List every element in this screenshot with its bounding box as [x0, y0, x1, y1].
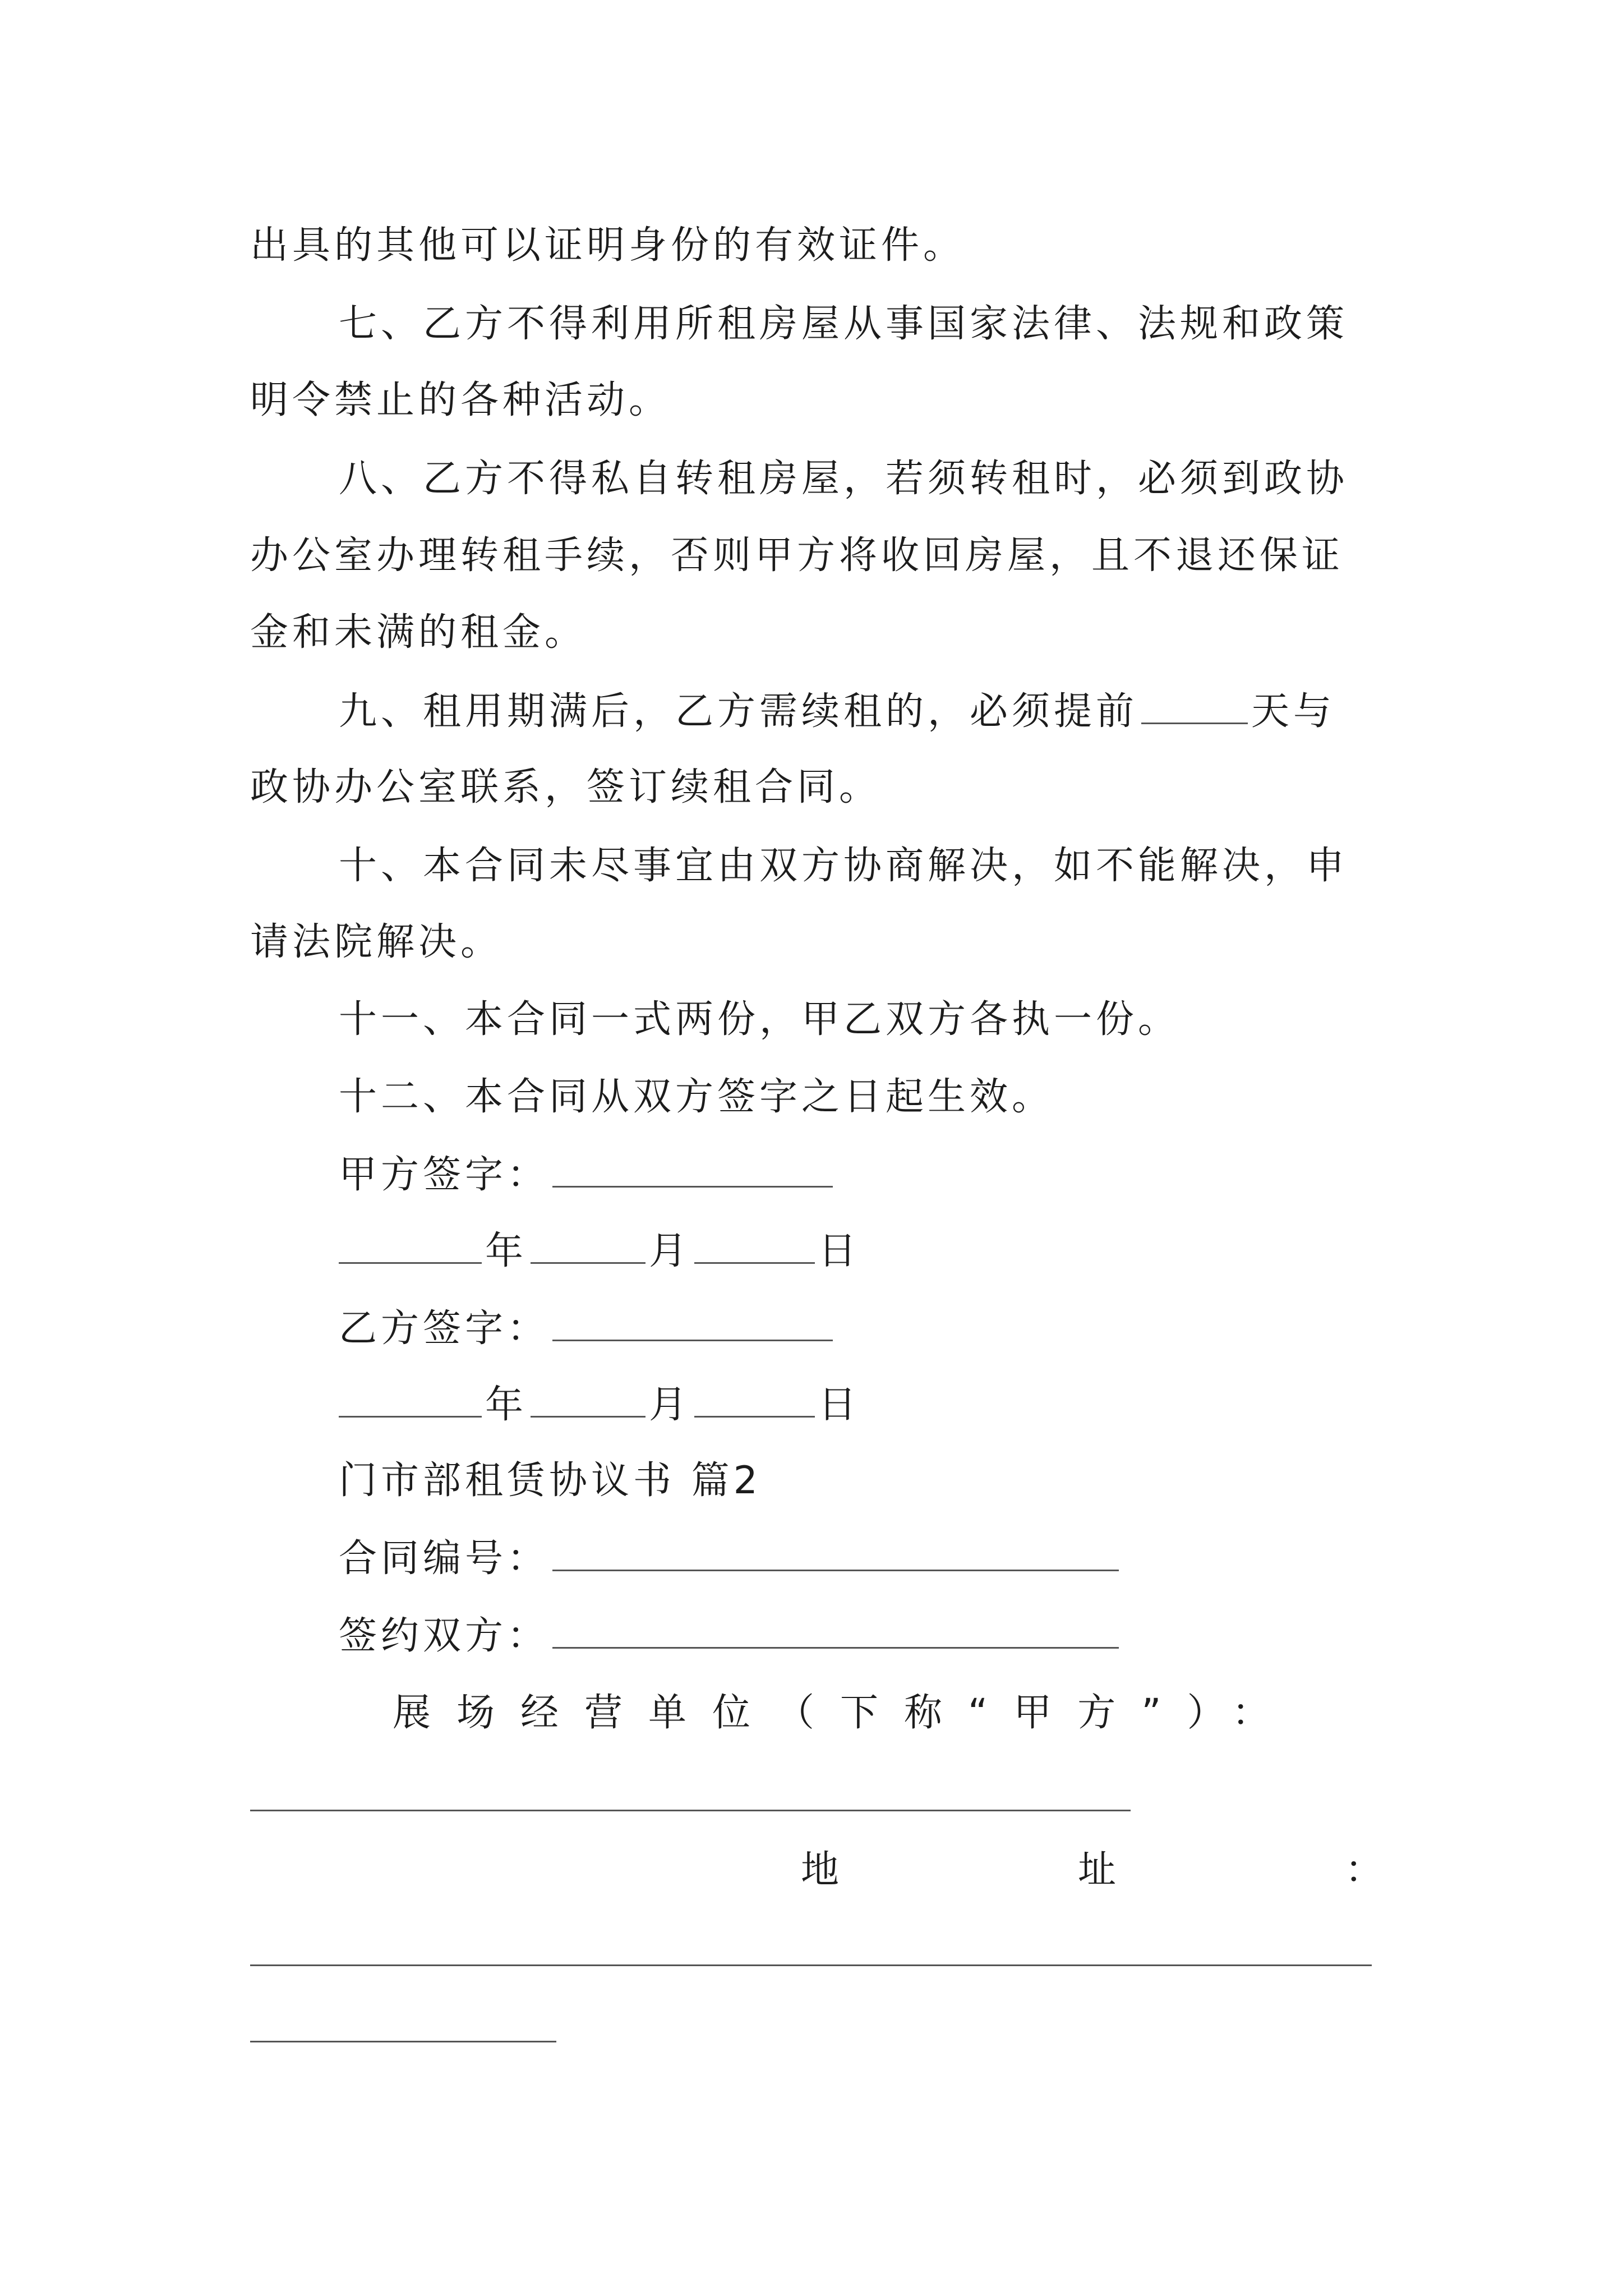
- address-blank-line-2: [250, 2041, 556, 2042]
- venue-operator-text: 展场经营单位（下称“甲方”）：: [393, 1691, 1296, 1735]
- address-label-char-2: 址: [1078, 1848, 1117, 1892]
- clause-12: 十二、本合同从双方签字之日起生效。: [339, 1075, 1054, 1119]
- party-b-date-row: [339, 1379, 1483, 1430]
- signing-parties-blank: [552, 1610, 1119, 1649]
- clause-8-line-2: 办公室办理转租手续，否则甲方将收回房屋，且不退还保证: [250, 533, 1344, 578]
- clause-11: 十一、本合同一式两份，甲乙双方各执一份。: [339, 997, 1181, 1042]
- clause-10-line-2: 请法院解决。: [250, 920, 503, 964]
- party-b-signature-row: [339, 1303, 1483, 1354]
- contract-number-label: 合同编号：: [339, 1536, 550, 1581]
- clause-9-text: 九、租用期满后，乙方需续租的，必须提前: [339, 689, 1138, 734]
- month-label: 月: [649, 1383, 691, 1427]
- party-b-signature-blank: [552, 1303, 833, 1341]
- year-blank: [339, 1225, 482, 1264]
- party-a-date-row: [339, 1225, 1483, 1277]
- clause-10-line-1: 十、本合同未尽事宜由双方协商解决，如不能解决，申: [339, 844, 1349, 888]
- clause-8-line-1: 八、乙方不得私自转租房屋，若须转租时，必须到政协: [339, 457, 1349, 501]
- venue-operator-blank: [250, 1810, 1131, 1811]
- party-a-signature-label: 甲方签字：: [339, 1153, 550, 1197]
- day-blank: [694, 1225, 815, 1264]
- month-label: 月: [649, 1229, 691, 1273]
- party-b-signature-label: 乙方签字：: [339, 1306, 550, 1351]
- venue-operator-label: [393, 1687, 1363, 1739]
- address-label-char-1: 地: [801, 1848, 840, 1892]
- clause-7-line-1: 七、乙方不得利用所租房屋从事国家法律、法规和政策: [339, 302, 1349, 346]
- clause-9-line-2: 政协办公室联系，签订续租合同。: [250, 765, 882, 809]
- year-label: 年: [485, 1383, 528, 1427]
- clause-9-line-1: [339, 685, 1483, 737]
- day-blank: [694, 1379, 815, 1418]
- days-blank: [1141, 685, 1248, 724]
- contract-number-row: [339, 1533, 1483, 1584]
- clause-8-line-3: 金和未满的租金。: [250, 610, 587, 655]
- month-blank: [531, 1379, 645, 1418]
- section-2-title: 门市部租赁协议书 篇2: [339, 1458, 762, 1503]
- signing-parties-row: [339, 1610, 1483, 1662]
- contract-number-blank: [552, 1533, 1119, 1571]
- party-a-signature-blank: [552, 1149, 833, 1188]
- year-blank: [339, 1379, 482, 1418]
- address-colon: ：: [1345, 1848, 1384, 1892]
- day-label: 日: [818, 1383, 861, 1427]
- clause-9-text-end: 天与: [1251, 689, 1336, 734]
- party-a-signature-row: [339, 1149, 1483, 1200]
- year-label: 年: [485, 1229, 528, 1273]
- clause-7-line-2: 明令禁止的各种活动。: [250, 378, 671, 422]
- address-blank-line-1: [250, 1964, 1372, 1966]
- paragraph-line: 出具的其他可以证明身份的有效证件。: [250, 223, 966, 268]
- month-blank: [531, 1225, 645, 1264]
- signing-parties-label: 签约双方：: [339, 1614, 550, 1658]
- day-label: 日: [818, 1229, 861, 1273]
